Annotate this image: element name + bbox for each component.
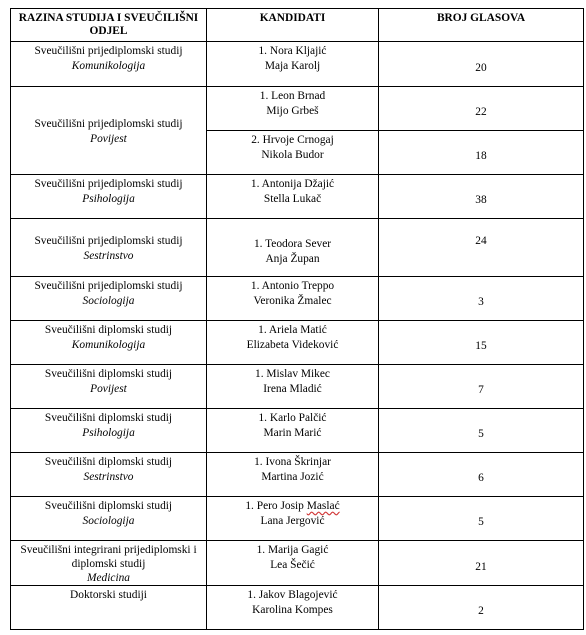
table-row: [11, 175, 584, 219]
votes-cell: 22: [379, 87, 584, 131]
level-text: Sveučilišni diplomski studij: [44, 456, 173, 468]
candidate-1: [209, 499, 376, 514]
table-row: [11, 497, 584, 541]
header-level: RAZINA STUDIJA I SVEUČILIŠNI ODJEL: [11, 9, 207, 42]
candidate-1: 1. Leon Brnad: [259, 90, 326, 102]
dept-text: Komunikologija: [71, 339, 146, 351]
header-votes: BROJ GLASOVA: [379, 9, 584, 42]
level-cell: [11, 277, 207, 321]
candidates-cell: [207, 365, 379, 409]
votes-cell: 7: [379, 365, 584, 409]
dept-text: Povijest: [90, 132, 127, 145]
level-text: Sveučilišni prijediplomski studij: [34, 178, 183, 190]
candidate-1: 1. Antonija Džajić: [250, 178, 335, 190]
candidates-cell: [207, 497, 379, 541]
dept-text: Medicina: [86, 572, 130, 584]
candidate-2: Maja Karolj: [264, 60, 321, 72]
level-cell: [11, 321, 207, 365]
level-cell: [11, 497, 207, 541]
votes-cell: 18: [379, 131, 584, 175]
candidates-cell: [207, 175, 379, 219]
table-row: [11, 409, 584, 453]
votes-table: [10, 8, 584, 630]
level-text: Sveučilišni integrirani prijediplomski i diplomski studij: [20, 544, 197, 570]
votes-cell: 6: [379, 453, 584, 497]
candidate-2: Lea Šečić: [270, 559, 315, 571]
candidate-2: Irena Mladić: [263, 383, 322, 395]
level-text: Sveučilišni prijediplomski studij: [34, 280, 183, 292]
level-cell: [11, 453, 207, 497]
level-text: Doktorski studiji: [70, 589, 147, 601]
candidate-1: 1. Ivona Škrinjar: [254, 456, 331, 468]
candidates-cell: [207, 42, 379, 87]
dept-text: Sestrinstvo: [83, 471, 134, 483]
votes-cell: 24: [379, 219, 584, 277]
table-row: [11, 277, 584, 321]
candidate-1: 1. Mislav Mikec: [255, 368, 330, 380]
table-row: [11, 87, 584, 131]
table-row: [11, 365, 584, 409]
votes-cell: 5: [379, 409, 584, 453]
candidate-2: Anja Župan: [265, 252, 320, 265]
votes-cell: 20: [379, 42, 584, 87]
spellcheck-word: Maslać: [306, 500, 340, 512]
candidates-cell: [207, 131, 379, 175]
dept-text: Povijest: [90, 383, 127, 395]
table-row: [11, 42, 584, 87]
candidate-1: 2. Hrvoje Crnogaj: [251, 134, 334, 146]
dept-text: Komunikologija: [71, 60, 146, 72]
level-cell: [11, 586, 207, 630]
level-cell: [11, 42, 207, 87]
candidate-2: Stella Lukač: [263, 193, 322, 205]
level-cell: [11, 175, 207, 219]
dept-text: Sestrinstvo: [83, 249, 134, 262]
candidate-1: 1. Ariela Matić: [258, 324, 327, 336]
candidate-2: Elizabeta Videković: [246, 339, 339, 351]
level-cell: [11, 541, 207, 586]
candidate-2: Karolina Kompes: [252, 604, 333, 616]
table-row: [11, 586, 584, 630]
table-row: [11, 541, 584, 586]
level-cell: [11, 365, 207, 409]
candidates-cell: [207, 586, 379, 630]
level-cell: [11, 87, 207, 175]
candidate-1: 1. Karlo Palčić: [258, 412, 327, 424]
candidates-cell: [207, 219, 379, 277]
dept-text: Psihologija: [82, 427, 135, 439]
votes-cell: 15: [379, 321, 584, 365]
votes-cell: 3: [379, 277, 584, 321]
level-cell: [11, 409, 207, 453]
candidate-2: Veronika Žmalec: [253, 295, 332, 307]
dept-text: Psihologija: [82, 193, 135, 205]
votes-cell: 38: [379, 175, 584, 219]
table-row: [11, 219, 584, 277]
candidates-cell: [207, 277, 379, 321]
candidates-cell: [207, 87, 379, 131]
candidate-2: Martina Jozić: [261, 471, 324, 483]
candidates-cell: [207, 321, 379, 365]
level-text: Sveučilišni prijediplomski studij: [34, 234, 183, 247]
candidate-1: 1. Teodora Sever: [253, 237, 332, 250]
candidate-1-prefix: 1. Pero Josip: [245, 500, 307, 512]
candidates-cell: [207, 453, 379, 497]
candidate-1: 1. Jakov Blagojević: [247, 589, 338, 601]
level-text: Sveučilišni diplomski studij: [44, 500, 173, 512]
candidate-2: Nikola Budor: [261, 149, 324, 161]
level-text: Sveučilišni prijediplomski studij: [34, 117, 183, 130]
candidate-1: 1. Nora Kljajić: [258, 45, 327, 57]
candidate-2: Marin Marić: [263, 427, 322, 439]
table-row: [11, 453, 584, 497]
level-text: Sveučilišni prijediplomski studij: [34, 45, 183, 57]
votes-cell: 21: [379, 541, 584, 586]
candidate-2: Lana Jergović: [260, 515, 325, 527]
dept-text: Sociologija: [82, 295, 135, 307]
candidate-1: 1. Antonio Treppo: [250, 280, 335, 292]
level-text: Sveučilišni diplomski studij: [44, 412, 173, 424]
table-row: [11, 321, 584, 365]
level-cell: [11, 219, 207, 277]
candidate-2: Mijo Grbeš: [266, 105, 319, 117]
votes-cell: 2: [379, 586, 584, 630]
candidates-cell: [207, 541, 379, 586]
dept-text: Sociologija: [82, 515, 135, 527]
level-text: Sveučilišni diplomski studij: [44, 324, 173, 336]
header-candidates: KANDIDATI: [207, 9, 379, 42]
candidates-cell: [207, 409, 379, 453]
header-row: [11, 9, 584, 42]
level-text: Sveučilišni diplomski studij: [44, 368, 173, 380]
candidate-1: 1. Marija Gagić: [256, 544, 329, 556]
votes-cell: 5: [379, 497, 584, 541]
